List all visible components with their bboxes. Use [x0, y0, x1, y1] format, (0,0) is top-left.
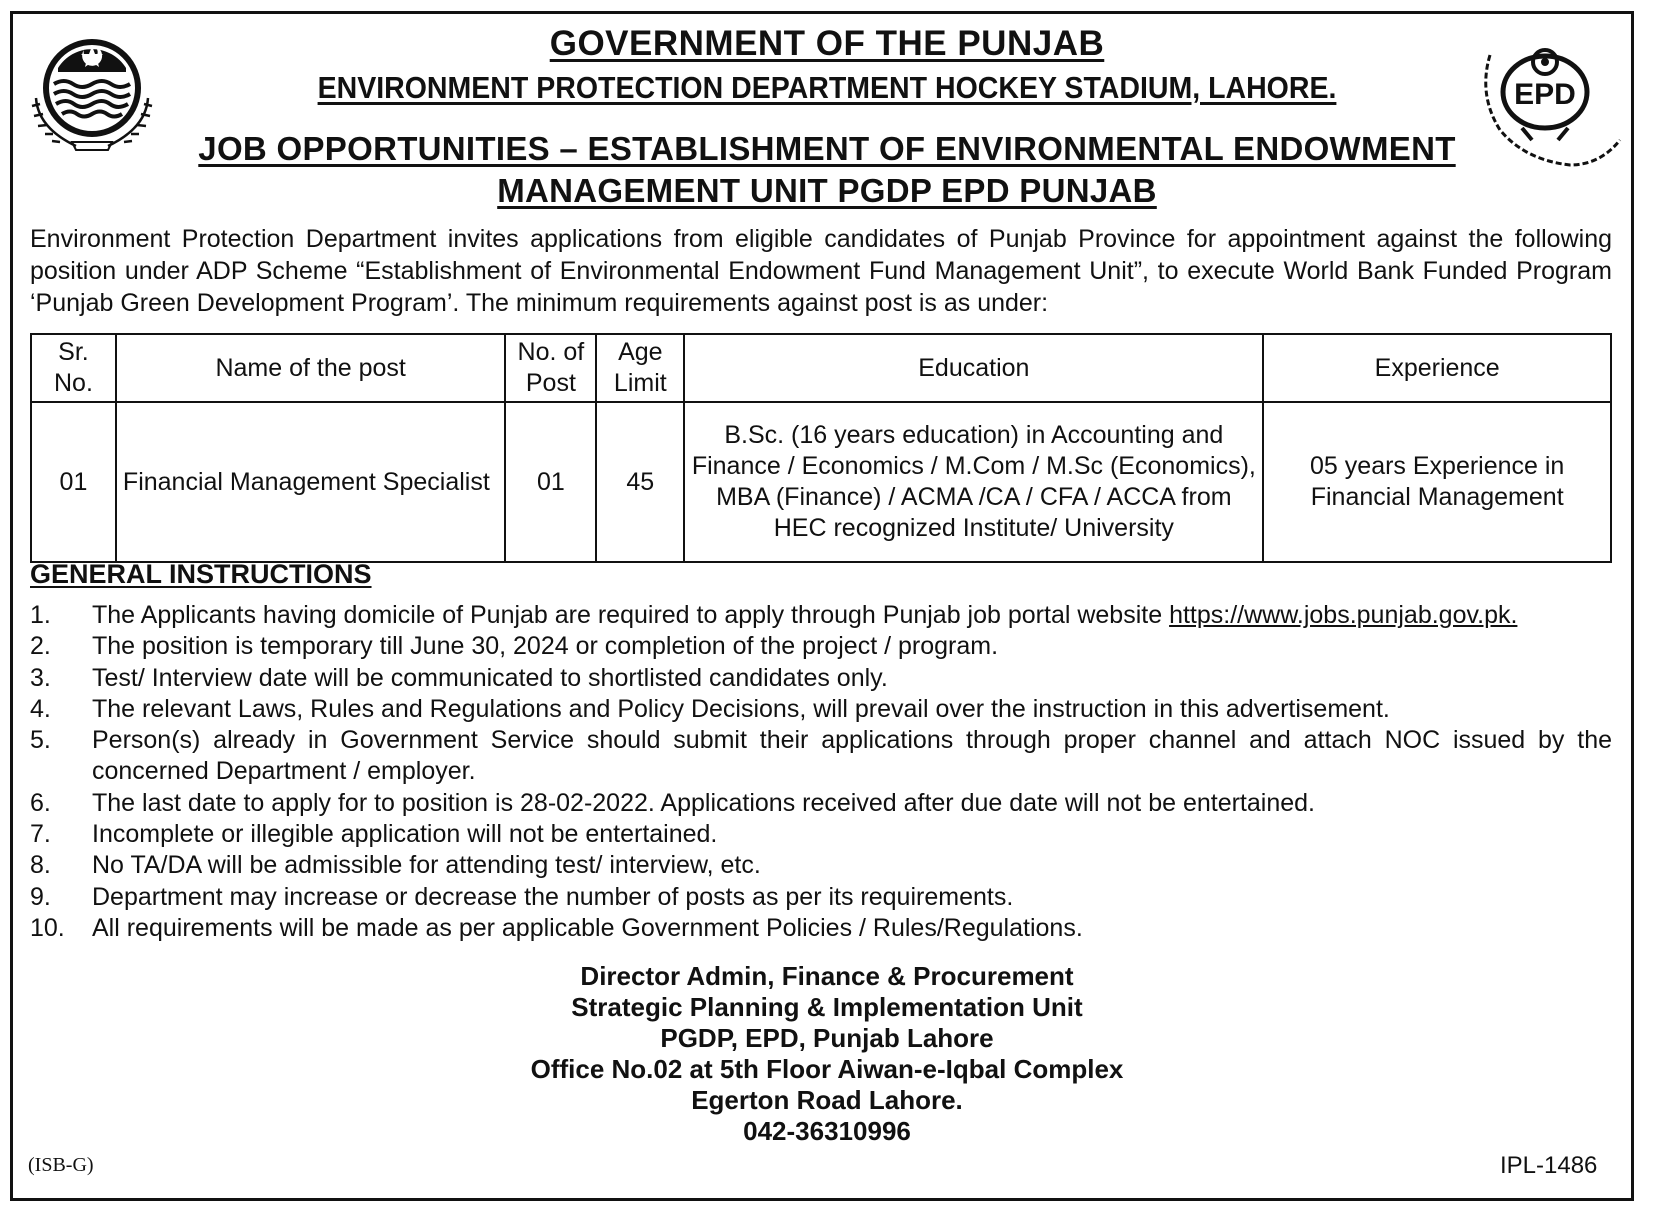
address-line-2: Egerton Road Lahore. [691, 1085, 963, 1115]
list-item [30, 850, 1612, 881]
list-item [30, 663, 1612, 694]
item-number: 2. [30, 632, 51, 661]
item-number: 6. [30, 788, 51, 817]
item-text: The Applicants having domicile of Punjab are required to apply through Punjab job portal website https://www.jobs.punjab.gov.pk. [92, 601, 1518, 629]
signature-block [0, 961, 1654, 1147]
jobs-portal-link[interactable]: https://www.jobs.punjab.gov.pk. [1169, 601, 1518, 629]
cell-experience: 05 years Experience in Financial Management [1263, 402, 1611, 562]
item-text: Person(s) already in Government Service should submit their applications through proper channel and attach NOC issued by the concerned Department / employer. [92, 726, 1612, 786]
cell-age: 45 [596, 402, 684, 562]
col-header-count: No. of Post [505, 334, 596, 402]
instructions-list [30, 600, 1612, 944]
table-header-row [31, 334, 1611, 402]
item-number: 9. [30, 882, 51, 911]
government-heading: GOVERNMENT OF THE PUNJAB [549, 24, 1105, 63]
item-number: 5. [30, 726, 51, 755]
phone-number: 042-36310996 [743, 1116, 911, 1146]
department-heading: ENVIRONMENT PROTECTION DEPARTMENT HOCKEY STADIUM, LAHORE. [317, 70, 1337, 105]
cell-post: Financial Management Specialist [116, 402, 505, 562]
job-title-line-1: JOB OPPORTUNITIES – ESTABLISHMENT OF ENVIRONMENTAL ENDOWMENT [198, 130, 1456, 167]
general-instructions-title: GENERAL INSTRUCTIONS [30, 559, 372, 589]
list-item [30, 819, 1612, 850]
col-header-sr: Sr. No. [31, 334, 116, 402]
item-number: 7. [30, 820, 51, 849]
list-item [30, 694, 1612, 725]
col-header-age: Age Limit [596, 334, 684, 402]
signatory-office: PGDP, EPD, Punjab Lahore [660, 1023, 994, 1053]
col-header-education: Education [684, 334, 1263, 402]
signatory-unit: Strategic Planning & Implementation Unit [571, 992, 1083, 1022]
item-text: The position is temporary till June 30, 2024 or completion of the project / program. [92, 632, 999, 661]
job-title-line-2: MANAGEMENT UNIT PGDP EPD PUNJAB [497, 172, 1157, 209]
item-text: The relevant Laws, Rules and Regulations and Policy Decisions, will prevail over the instruction in this advertisement. [92, 694, 1390, 723]
item-text: All requirements will be made as per applicable Government Policies / Rules/Regulations. [92, 913, 1083, 942]
list-item [30, 725, 1612, 788]
isb-code: (ISB-G) [28, 1154, 94, 1176]
item-text: No TA/DA will be admissible for attending test/ interview, etc. [92, 851, 761, 880]
signatory-title: Director Admin, Finance & Procurement [580, 961, 1074, 991]
list-item [30, 882, 1612, 913]
address-line-1: Office No.02 at 5th Floor Aiwan-e-Iqbal Complex [530, 1054, 1124, 1084]
positions-table [30, 333, 1612, 563]
list-item [30, 600, 1612, 631]
table-row [31, 402, 1611, 562]
col-header-post: Name of the post [116, 334, 505, 402]
list-item [30, 913, 1612, 944]
item-number: 8. [30, 851, 51, 880]
item-number: 3. [30, 663, 51, 692]
item-text: Test/ Interview date will be communicated to shortlisted candidates only. [92, 663, 888, 692]
intro-paragraph: Environment Protection Department invites applications from eligible candidates of Punjab Province for appointment against the following position under ADP Scheme “Establishment of Environmental Endowment Fund Management Unit”, to execute World Bank Funded Program ‘Punjab Green Development Program’. The minimum requirements against post is as under: [30, 225, 1612, 317]
svg-text:EPD: EPD [1514, 78, 1576, 111]
item-text: The last date to apply for to position is 28-02-2022. Applications received after due date will not be entertained. [92, 788, 1315, 817]
cell-count: 01 [505, 402, 596, 562]
item-number: 1. [30, 601, 51, 629]
item-text: Incomplete or illegible application will not be entertained. [92, 820, 718, 849]
list-item [30, 631, 1612, 662]
list-item [30, 788, 1612, 819]
item-number: 10. [30, 913, 65, 942]
cell-sr: 01 [31, 402, 116, 562]
item-text: Department may increase or decrease the number of posts as per its requirements. [92, 882, 1014, 911]
cell-education: B.Sc. (16 years education) in Accounting and Finance / Economics / M.Com / M.Sc (Economics), MBA (Finance) / ACMA /CA / CFA / ACCA from HEC recognized Institute/ University [684, 402, 1263, 562]
item-number: 4. [30, 694, 51, 723]
ipl-code: IPL-1486 [1500, 1152, 1598, 1179]
col-header-experience: Experience [1263, 334, 1611, 402]
